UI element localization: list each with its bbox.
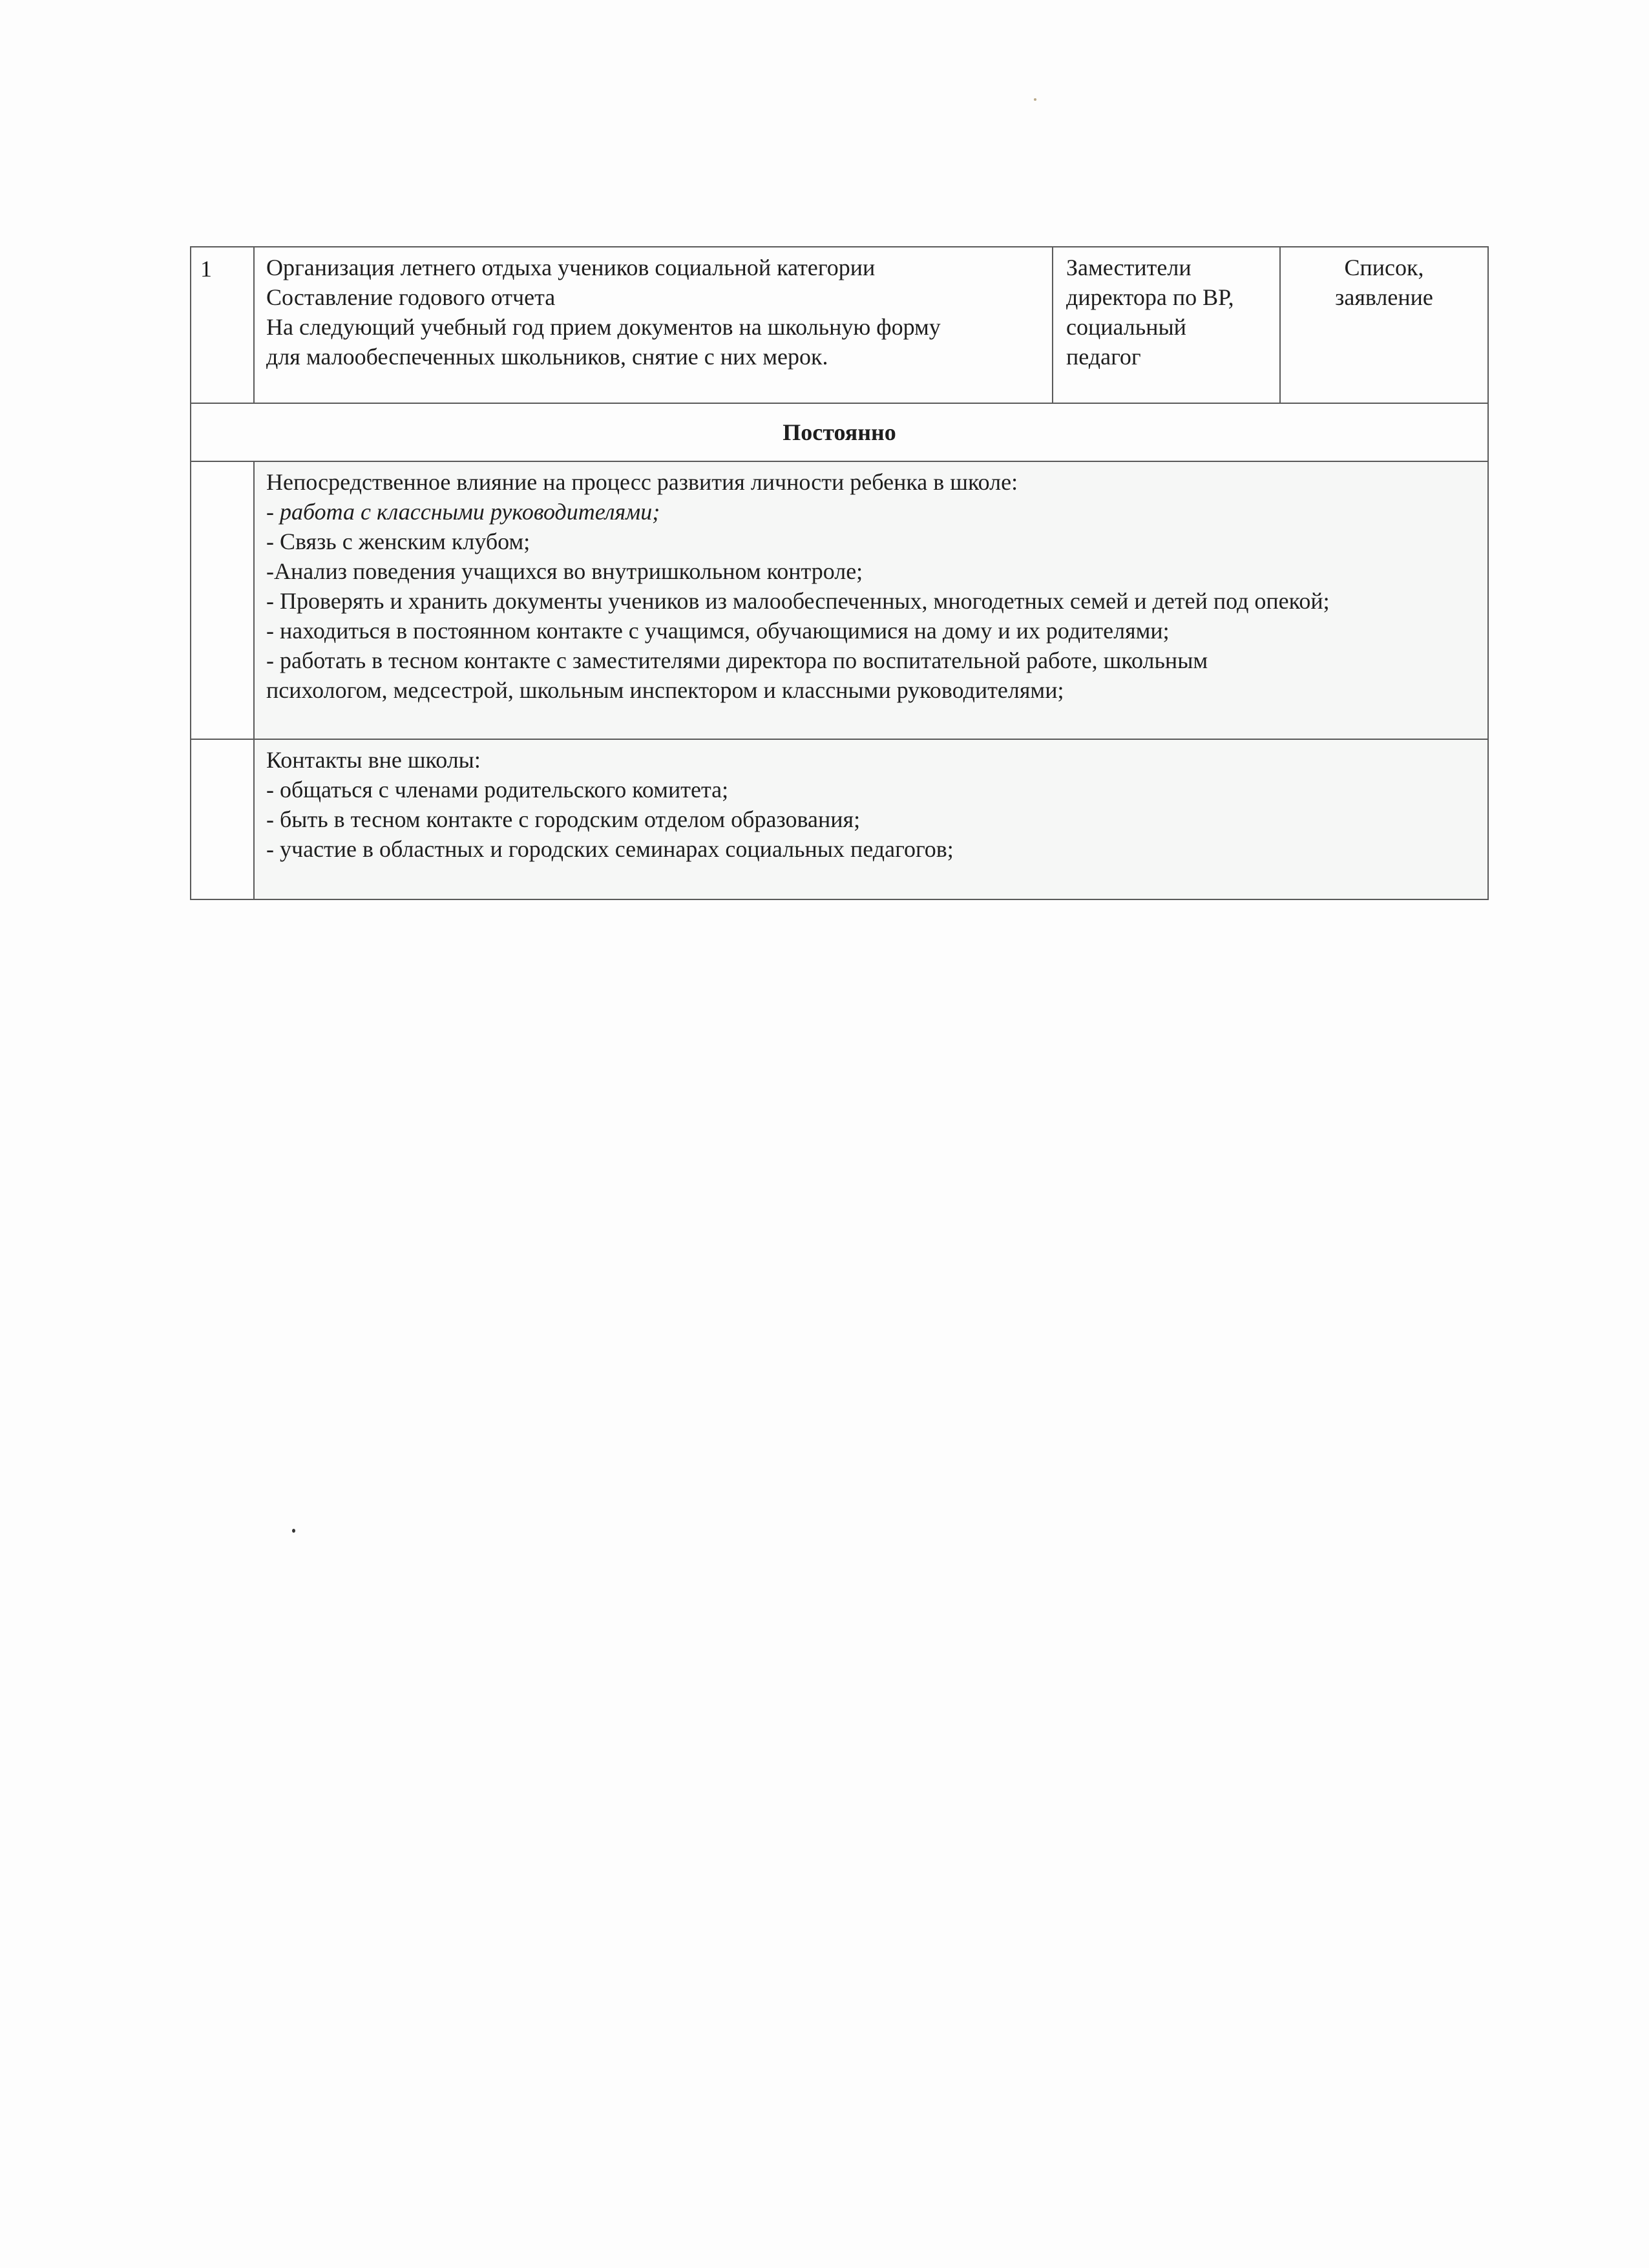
responsible-line: Заместители [1066, 255, 1192, 280]
contacts-line: - общаться с членами родительского комитета; [266, 777, 729, 803]
documents-line: заявление [1335, 284, 1433, 310]
task-line: На следующий учебный год прием документов на школьную форму [266, 314, 941, 340]
row-number [191, 247, 254, 403]
section-header: Постоянно [191, 403, 1488, 461]
responsible-cell [1053, 247, 1280, 403]
ongoing-tasks-cell [254, 461, 1488, 739]
ongoing-line: - работа с классными руководителями; [266, 499, 660, 525]
row-number-text: 1 [200, 256, 212, 282]
task-line: для малообеспеченных школьников, снятие с них мерок. [266, 344, 828, 370]
row-number [191, 739, 254, 899]
table-row [191, 461, 1488, 739]
responsible-line: педагог [1066, 344, 1141, 370]
contacts-line: Контакты вне школы: [266, 747, 481, 773]
row-number [191, 461, 254, 739]
table-row [191, 247, 1488, 403]
documents-line: Список, [1344, 255, 1424, 280]
ongoing-line: - Связь с женским клубом; [266, 529, 530, 554]
ongoing-line: - работать в тесном контакте с заместителями директора по воспитательной работе, школьным [266, 647, 1208, 673]
contacts-line: - быть в тесном контакте с городским отделом образования; [266, 806, 861, 832]
task-line: Организация летнего отдыха учеников социальной категории [266, 255, 876, 280]
plan-table [190, 246, 1489, 900]
responsible-line: социальный [1066, 314, 1186, 340]
scan-speck [1034, 98, 1036, 101]
responsible-line: директора по ВР, [1066, 284, 1234, 310]
ongoing-line: - находиться в постоянном контакте с учащимся, обучающимися на дому и их родителями; [266, 618, 1170, 644]
section-header-row [191, 403, 1488, 461]
ongoing-line: Непосредственное влияние на процесс развития личности ребенка в школе: [266, 469, 1018, 495]
ongoing-line: психологом, медсестрой, школьным инспектором и классными руководителями; [266, 677, 1064, 703]
task-cell [254, 247, 1053, 403]
table-row [191, 739, 1488, 899]
scan-speck [292, 1529, 295, 1533]
contacts-cell [254, 739, 1488, 899]
task-line: Составление годового отчета [266, 284, 556, 310]
documents-cell [1280, 247, 1488, 403]
ongoing-line: -Анализ поведения учащихся во внутришкольном контроле; [266, 558, 863, 584]
ongoing-line: - Проверять и хранить документы учеников из малообеспеченных, многодетных семей и детей под опекой; [266, 588, 1330, 614]
contacts-line: - участие в областных и городских семинарах социальных педагогов; [266, 836, 954, 862]
